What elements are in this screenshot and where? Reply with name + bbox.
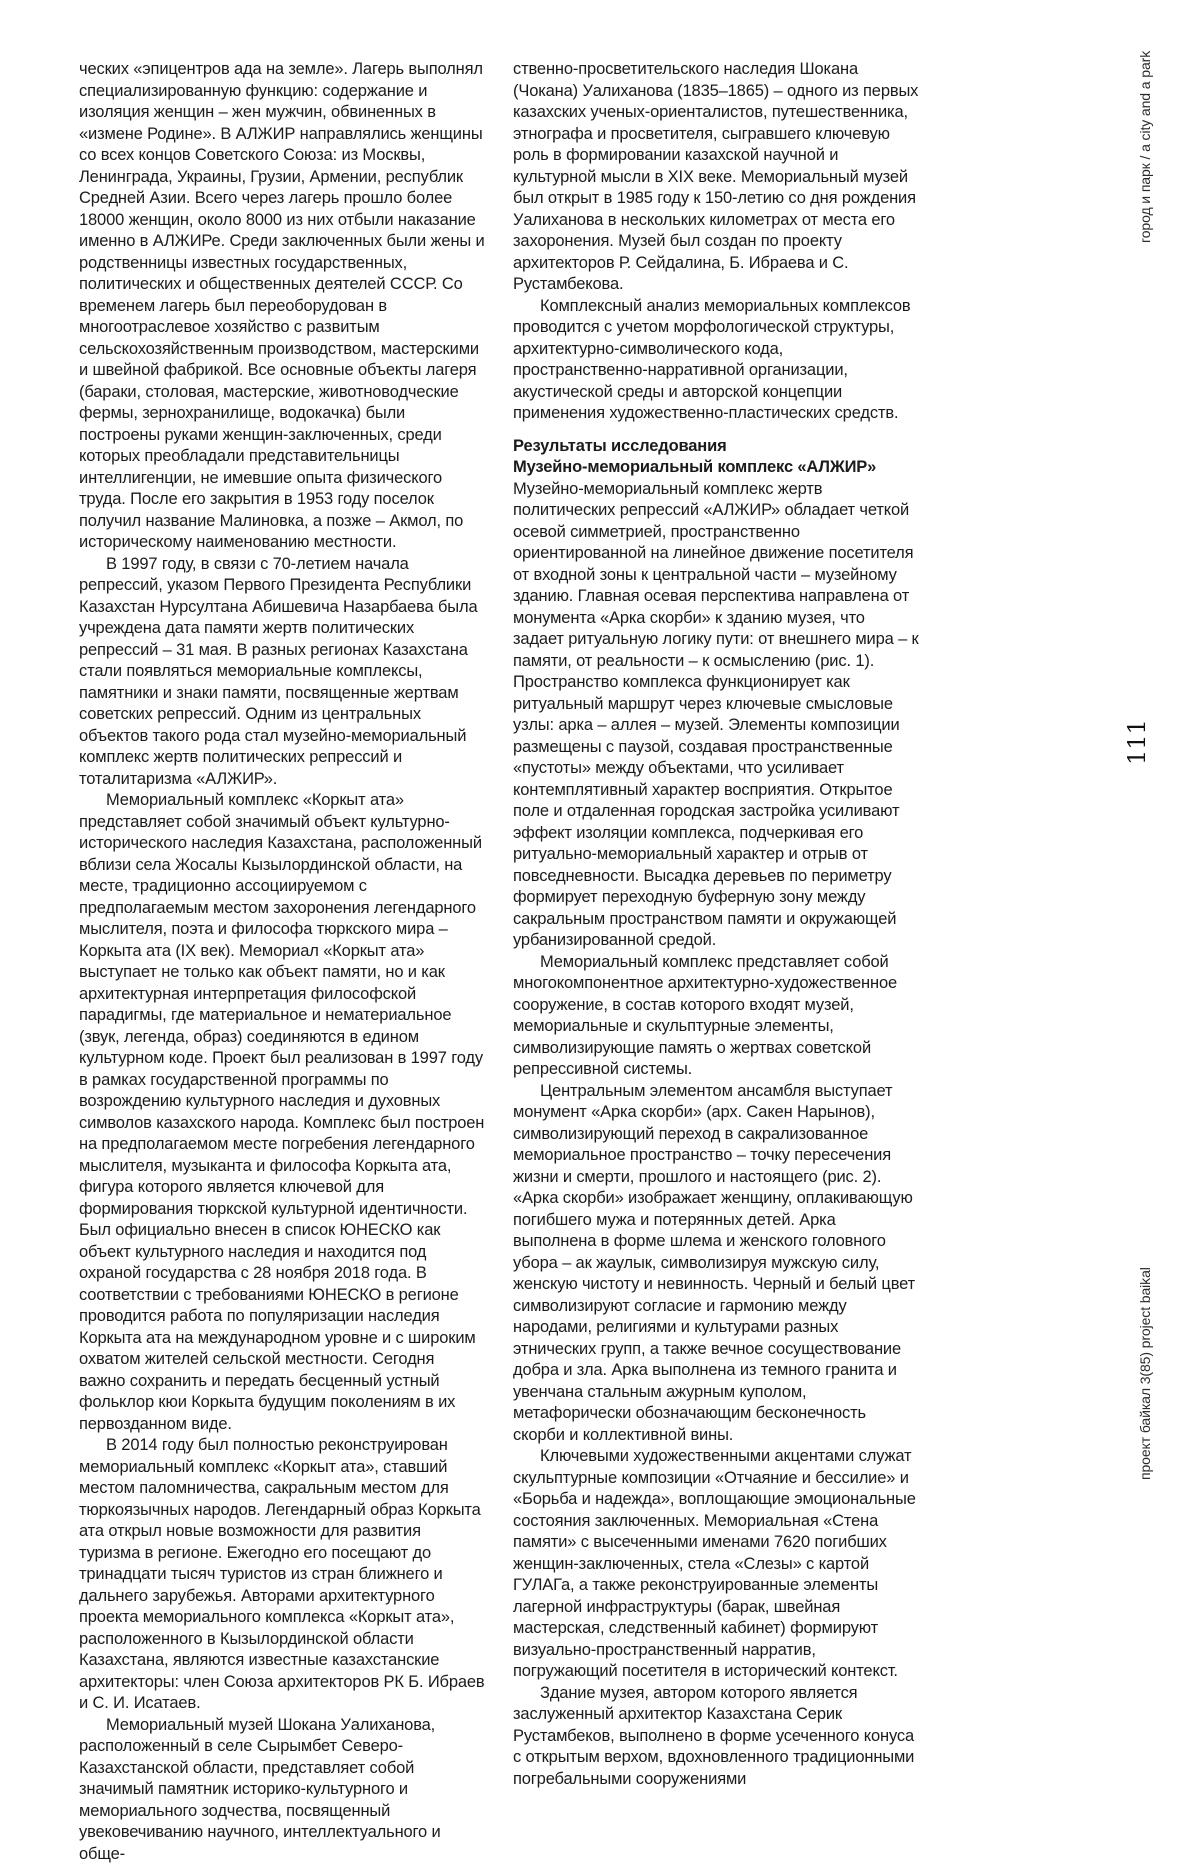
paragraph: Здание музея, автором которого является заслуженный архитектор Казахстана Серик Рустамбеков, выполнено в форме усеченного конуса с открытым верхом, вдохновленного традиционными погребальными сооружениями [513,1683,919,1791]
section-heading-line2: Музейно-мемориальный комплекс «АЛЖИР» [513,457,919,479]
paragraph: В 1997 году, в связи с 70-летием начала репрессий, указом Первого Президента Республики Казахстан Нурсултана Абишевича Назарбаева была учреждена дата памяти жертв политических репрессий – 31 мая. В разных регионах Казахстана стали появляться мемориальные комплексы, памятники и знаки памяти, посвященные жертвам советских репрессий. Одним из центральных объектов такого рода стал музейно-мемориальный комплекс жертв политических репрессий и тоталитаризма «АЛЖИР». [79,554,485,791]
paragraph: Музейно-мемориальный комплекс жертв политических репрессий «АЛЖИР» обладает четкой осевой симметрией, пространственно ориентированной на линейное движение посетителя от входной зоны к центральной части – музейному зданию. Главная осевая перспектива направлена от монумента «Арка скорби» к зданию музея, что задает ритуальную логику пути: от внешнего мира – к памяти, от реальности – к осмыслению (рис. 1). Пространство комплекса функционирует как ритуальный маршрут через ключевые смысловые узлы: арка – аллея – музей. Элементы композиции размещены с паузой, создавая пространственные «пустоты» между объектами, что усиливает контемплятивный характер восприятия. Открытое поле и отдаленная городская застройка усиливают эффект изоляции комплекса, подчеркивая его ритуально-мемориальный характер и отрыв от повседневности. Высадка деревьев по периметру формирует переходную буферную зону между сакральным пространством памяти и окружающей урбанизированной средой. [513,479,919,952]
paragraph: Комплексный анализ мемориальных комплексов проводится с учетом морфологической структуры, архитектурно-символического кода, пространственно-нарративной организации, акустической среды и авторской концепции применения художественно-пластических средств. [513,296,919,425]
section-heading [513,436,919,479]
paragraph: Мемориальный музей Шокана Уалиханова, расположенный в селе Сырымбет Северо-Казахстанской области, представляет собой значимый памятник историко-культурного и мемориального зодчества, посвященный увековечиванию научного, интеллектуального и обще- [79,1715,485,1865]
paragraph: Центральным элементом ансамбля выступает монумент «Арка скорби» (арх. Сакен Нарынов), символизирующий переход в сакрализованное мемориальное пространство – точку пересечения жизни и смерти, прошлого и настоящего (рис. 2). «Арка скорби» изображает женщину, оплакивающую погибшего мужа и потерянных детей. Арка выполнена в форме шлема и женского головного убора – ак жаулык, символизируя мужскую силу, женскую чистоту и невинность. Черный и белый цвет символизируют согласие и гармонию между народами, религиями и культурами разных этнических групп, а также вечное сосуществование добра и зла. Арка выполнена из темного гранита и увенчана стальным ажурным куполом, метафорически обозначающим бесконечность скорби и коллективной вины. [513,1081,919,1447]
running-head-vertical: город и парк / a city and a park [1137,51,1153,243]
paragraph: Мемориальный комплекс «Коркыт ата» представляет собой значимый объект культурно-исторического наследия Казахстана, расположенный вблизи села Жосалы Кызылординской области, на месте, традиционно ассоциируемом с предполагаемым местом захоронения легендарного мыслителя, поэта и философа тюркского мира – Коркыта ата (IX век). Мемориал «Коркыт ата» выступает не только как объект памяти, но и как архитектурная интерпретация философской парадигмы, где материальное и нематериальное (звук, легенда, образ) соединяются в едином культурном коде. Проект был реализован в 1997 году в рамках государственной программы по возрождению культурного наследия и духовных символов казахского народа. Комплекс был построен на предполагаемом месте погребения легендарного мыслителя, музыканта и философа Коркыта ата, фигура которого является ключевой для формирования тюркской культурной идентичности. Был официально внесен в список ЮНЕСКО как объект культурного наследия и находится под охраной государства с 28 ноября 2018 года. В соответствии с требованиями ЮНЕСКО в регионе проводится работа по популяризации наследия Коркыта ата на международном уровне и с широким охватом жителей сельской местности. Сегодня важно сохранить и передать бесценный устный фольклор кюи Коркыта будущим поколениям в их первозданном виде. [79,790,485,1435]
right-column [513,59,919,1790]
section-heading-line1: Результаты исследования [513,436,919,458]
journal-footer-vertical: проект байкал 3(85) project baikal [1137,1267,1153,1480]
paragraph: ческих «эпицентров ада на земле». Лагерь выполнял специализированную функцию: содержание и изоляция женщин – жен мужчин, обвиненных в «измене Родине». В АЛЖИР направлялись женщины со всех концов Советского Союза: из Москвы, Ленинграда, Украины, Грузии, Армении, республик Средней Азии. Всего через лагерь прошло более 18000 женщин, около 8000 из них отбыли наказание именно в АЛЖИРе. Среди заключенных были жены и родственницы известных государственных, политических и общественных деятелей СССР. Со временем лагерь был переоборудован в многоотраслевое хозяйство с развитым сельскохозяйственным производством, мастерскими и швейной фабрикой. Все основные объекты лагеря (бараки, столовая, мастерские, животноводческие фермы, зернохранилище, водокачка) были построены руками женщин-заключенных, среди которых преобладали представительницы интеллигенции, не имевшие опыта физического труда. После его закрытия в 1953 году поселок получил название Малиновка, а позже – Акмол, по историческому наименованию местности. [79,59,485,554]
paragraph: Мемориальный комплекс представляет собой многокомпонентное архитектурно-художественное сооружение, в состав которого входят музей, мемориальные и скульптурные элементы, символизирующие память о жертвах советской репрессивной системы. [513,952,919,1081]
left-column [79,59,485,1865]
page-number: 111 [1123,719,1151,765]
paragraph: ственно-просветительского наследия Шокана (Чокана) Уалиханова (1835–1865) – одного из первых казахских ученых-ориенталистов, путешественника, этнографа и просветителя, сыгравшего ключевую роль в формировании казахской научной и культурной мысли в XIX веке. Мемориальный музей был открыт в 1985 году к 150-летию со дня рождения Уалиханова в нескольких километрах от места его захоронения. Музей был создан по проекту архитекторов Р. Сейдалина, Б. Ибраева и С. Рустамбекова. [513,59,919,296]
paragraph: Ключевыми художественными акцентами служат скульптурные композиции «Отчаяние и бессилие» и «Борьба и надежда», воплощающие эмоциональные состояния заключенных. Мемориальная «Стена памяти» с высеченными именами 7620 погибших женщин-заключенных, стела «Слезы» с картой ГУЛАГа, а также реконструированные элементы лагерной инфраструктуры (барак, швейная мастерская, следственный кабинет) формируют визуально-пространственный нарратив, погружающий посетителя в исторический контекст. [513,1446,919,1683]
paragraph: В 2014 году был полностью реконструирован мемориальный комплекс «Коркыт ата», ставший местом паломничества, сакральным местом для тюркоязычных народов. Легендарный образ Коркыта ата открыл новые возможности для развития туризма в регионе. Ежегодно его посещают до тринадцати тысяч туристов из стран ближнего и дальнего зарубежья. Авторами архитектурного проекта мемориального комплекса «Коркыт ата», расположенного в Кызылординской области Казахстана, являются известные казахстанские архитекторы: член Союза архитекторов РК Б. Ибраев и С. И. Исатаев. [79,1435,485,1715]
